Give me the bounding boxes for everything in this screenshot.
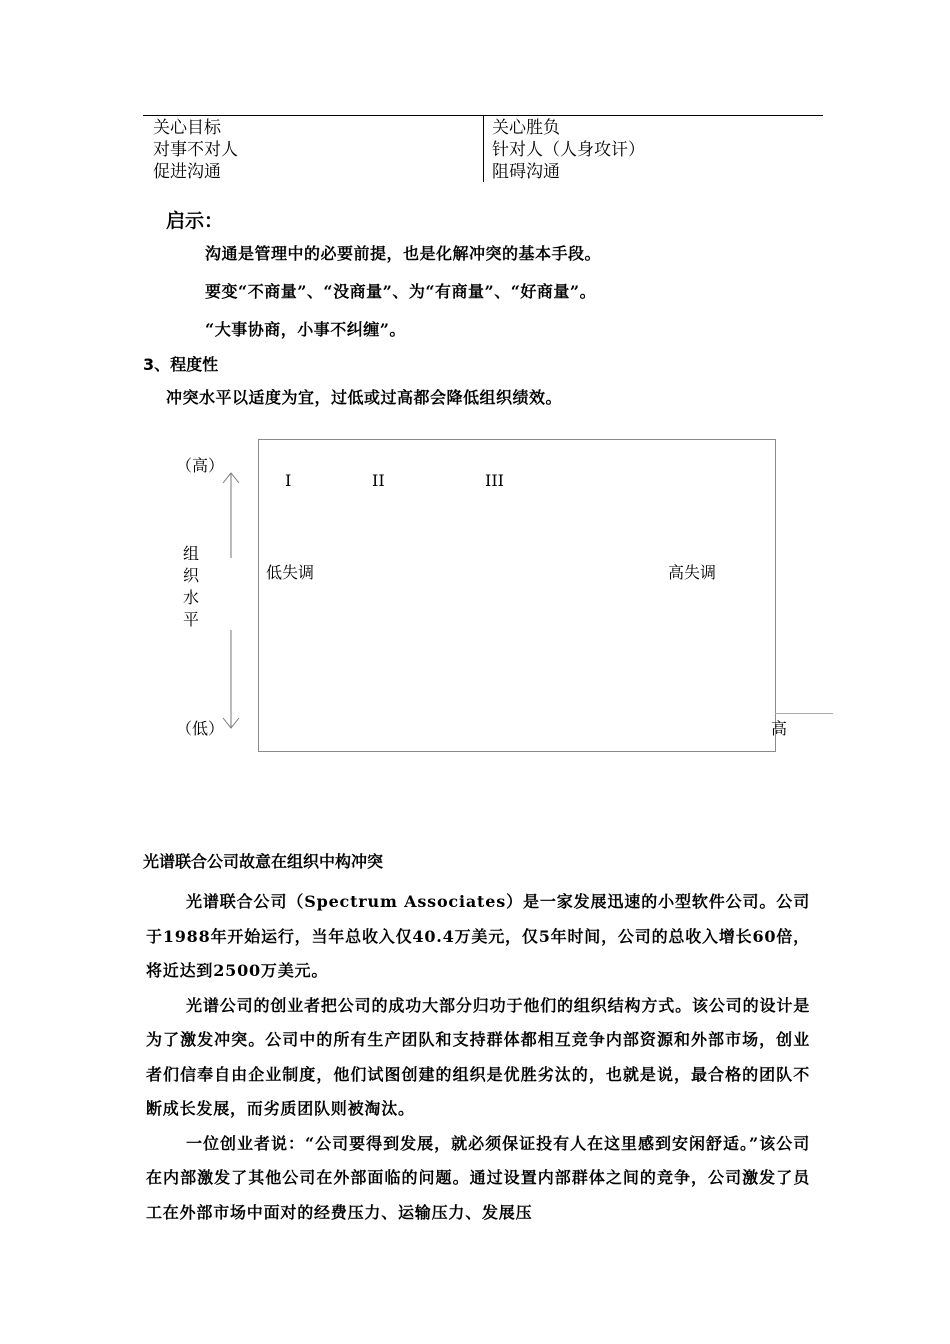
insight-line-3: “大事协商，小事不纠缠”。 (205, 320, 406, 339)
zone-label-3: III (485, 471, 504, 490)
case-body (146, 885, 810, 1230)
table-cell-right-2: 针对人（人身攻讦） (492, 140, 645, 160)
case-paragraph-3: 一位创业者说：“公司要得到发展，就必须保证投有人在这里感到安闲舒适。”该公司在内部激发了其他公司在外部面临的问题。通过设置内部群体之间的竞争，公司激发了员工在外部市场中面对的经费压力、运输压力、发展压 (146, 1133, 810, 1222)
table-cell-left-2: 对事不对人 (153, 140, 238, 160)
zone-label-1: I (285, 471, 292, 490)
section-3-text: 冲突水平以适度为宜，过低或过高都会降低组织绩效。 (166, 388, 563, 407)
table-cell-left-3: 促进沟通 (153, 162, 221, 182)
case-paragraph-1: 光谱联合公司（Spectrum Associates）是一家发展迅速的小型软件公司。公司于1988年开始运行，当年总收入仅40.4万美元，仅5年时间，公司的总收入增长60倍，将近达到2500万美元。 (146, 892, 810, 980)
zone-label-2: II (372, 471, 385, 490)
y-axis-label-char-3: 水 (183, 588, 200, 607)
case-title: 光谱联合公司故意在组织中构冲突 (143, 852, 384, 871)
table-column-divider (483, 116, 484, 182)
insight-line-2: 要变“不商量”、“没商量”、为“有商量”、“好商量”。 (205, 282, 597, 301)
table-cell-right-1: 关心胜负 (492, 118, 560, 138)
x-axis-high-fragment (771, 716, 788, 739)
y-axis-label-char-4: 平 (183, 610, 200, 629)
y-axis-arrows (216, 465, 246, 745)
section-3-heading: 3、程度性 (143, 355, 219, 374)
x-axis-stub-line (775, 713, 833, 714)
y-axis-high-label: （高） (176, 456, 225, 475)
table-cell-left-1: 关心目标 (153, 118, 221, 138)
diagram-frame (258, 439, 776, 752)
y-axis-label-char-2: 织 (183, 566, 200, 585)
insight-heading: 启示： (166, 210, 224, 232)
y-axis-low-label: （低） (176, 719, 225, 738)
table-cell-right-3: 阻碍沟通 (492, 162, 560, 182)
low-dysfunction-label: 低失调 (266, 563, 315, 582)
x-axis-high-fragment-text: 高 (771, 719, 788, 738)
insight-line-1: 沟通是管理中的必要前提，也是化解冲突的基本手段。 (205, 244, 602, 263)
y-axis-label-char-1: 组 (183, 544, 200, 563)
case-paragraph-2: 光谱公司的创业者把公司的成功大部分归功于他们的组织结构方式。该公司的设计是为了激发冲突。公司中的所有生产团队和支持群体都相互竞争内部资源和外部市场，创业者们信奉自由企业制度，他们试图创建的组织是优胜劣汰的，也就是说，最合格的团队不断成长发展，而劣质团队则被淘汰。 (146, 995, 810, 1118)
high-dysfunction-label: 高失调 (668, 563, 717, 582)
